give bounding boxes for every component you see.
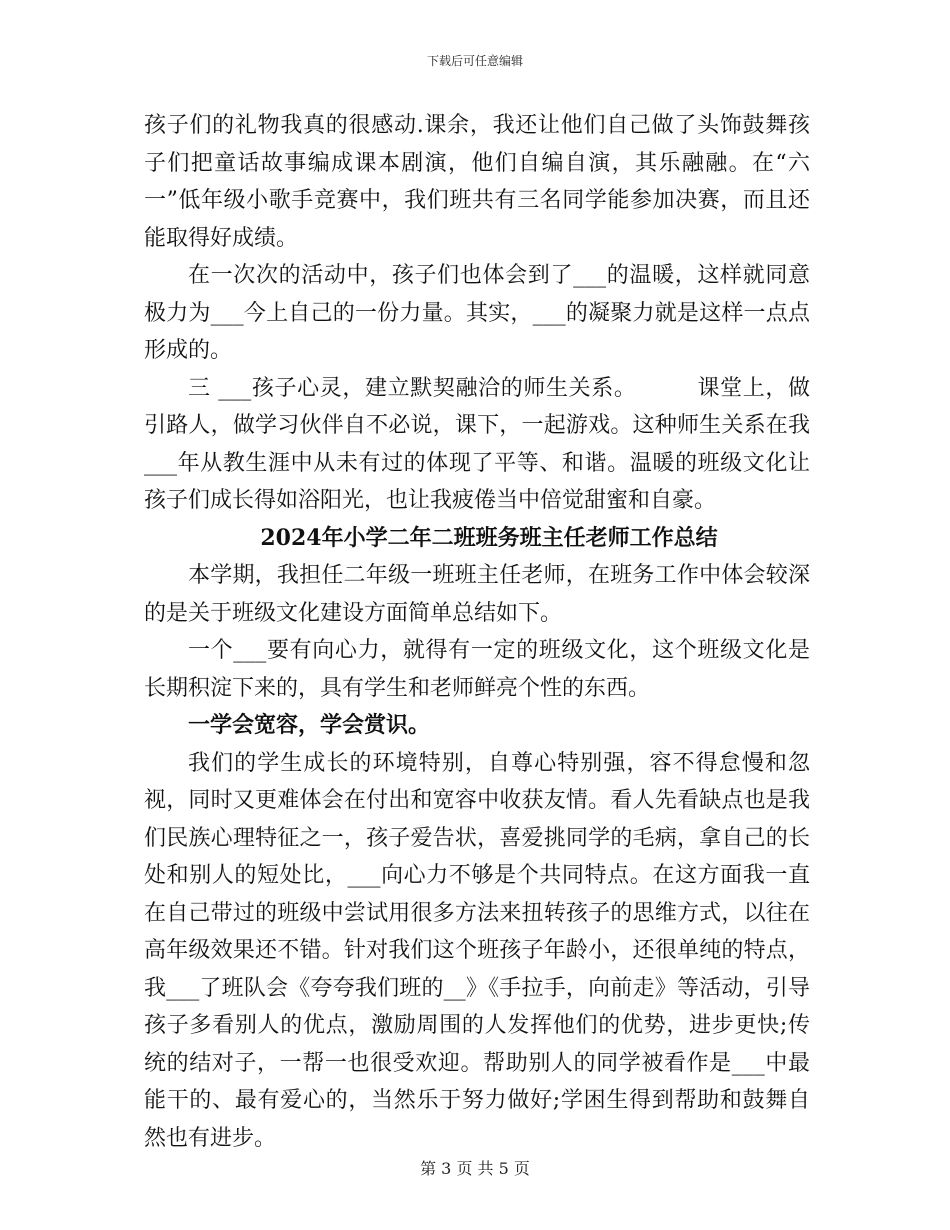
paragraph: 在一次次的活动中，孩子们也体会到了___的温暖，这样就同意极力为___今上自己的一份力量。其实，___的凝聚力就是这样一点点形成的。 [144,263,810,363]
paragraph: 三 ___孩子心灵，建立默契融洽的师生关系。 课堂上，做引路人，做学习伙伴自不必说，课下，一起游戏。这种师生关系在我___年从教生涯中从未有过的体现了平等、和谐。温暖的班级文化让孩子们成长得如浴阳光，也让我疲倦当中倍觉甜蜜和自豪。 [144,375,810,513]
paragraph: 我们的学生成长的环境特别，自尊心特别强，容不得怠慢和忽视，同时又更难体会在付出和宽容中收获友情。看人先看缺点也是我们民族心理特征之一，孩子爱告状，喜爱挑同学的毛病，拿自己的长处和别人的短处比，___向心力不够是个共同特点。在这方面我一直在自己带过的班级中尝试用很多方法来扭转孩子的思维方式，以往在高年级效果还不错。针对我们这个班孩子年龄小，还很单纯的特点，我___了班队会《夸夸我们班的__》《手拉手，向前走》等活动，引导孩子多看别人的优点，激励周围的人发挥他们的优势，进步更快;传统的结对子，一帮一也很受欢迎。帮助别人的同学被看作是___中最能干的、最有爱心的，当然乐于努力做好;学困生得到帮助和鼓舞自然也有进步。 [144,750,810,1151]
page-footer: 第 3 页 共 5 页 [420,1159,530,1178]
paragraph: 一个___要有向心力，就得有一定的班级文化，这个班级文化是长期积淀下来的，具有学生和老师鲜亮个性的东西。 [144,638,810,701]
paragraph: 本学期，我担任二年级一班班主任老师，在班务工作中体会较深的是关于班级文化建设方面简单总结如下。 [144,563,810,626]
document-body [144,107,810,1157]
section-heading: 一学会宽容，学会赏识。 [188,712,431,738]
document-title: 2024年小学二年二班班务班主任老师工作总结 [260,524,718,551]
page-header: 下载后可任意编辑 [426,54,523,68]
paragraph-continued: 孩子们的礼物我真的很感动.课余，我还让他们自己做了头饰鼓舞孩子们把童话故事编成课本剧演，他们自编自演，其乐融融。在“六一”低年级小歌手竞赛中，我们班共有三名同学能参加决赛，而且还能取得好成绩。 [144,113,810,251]
